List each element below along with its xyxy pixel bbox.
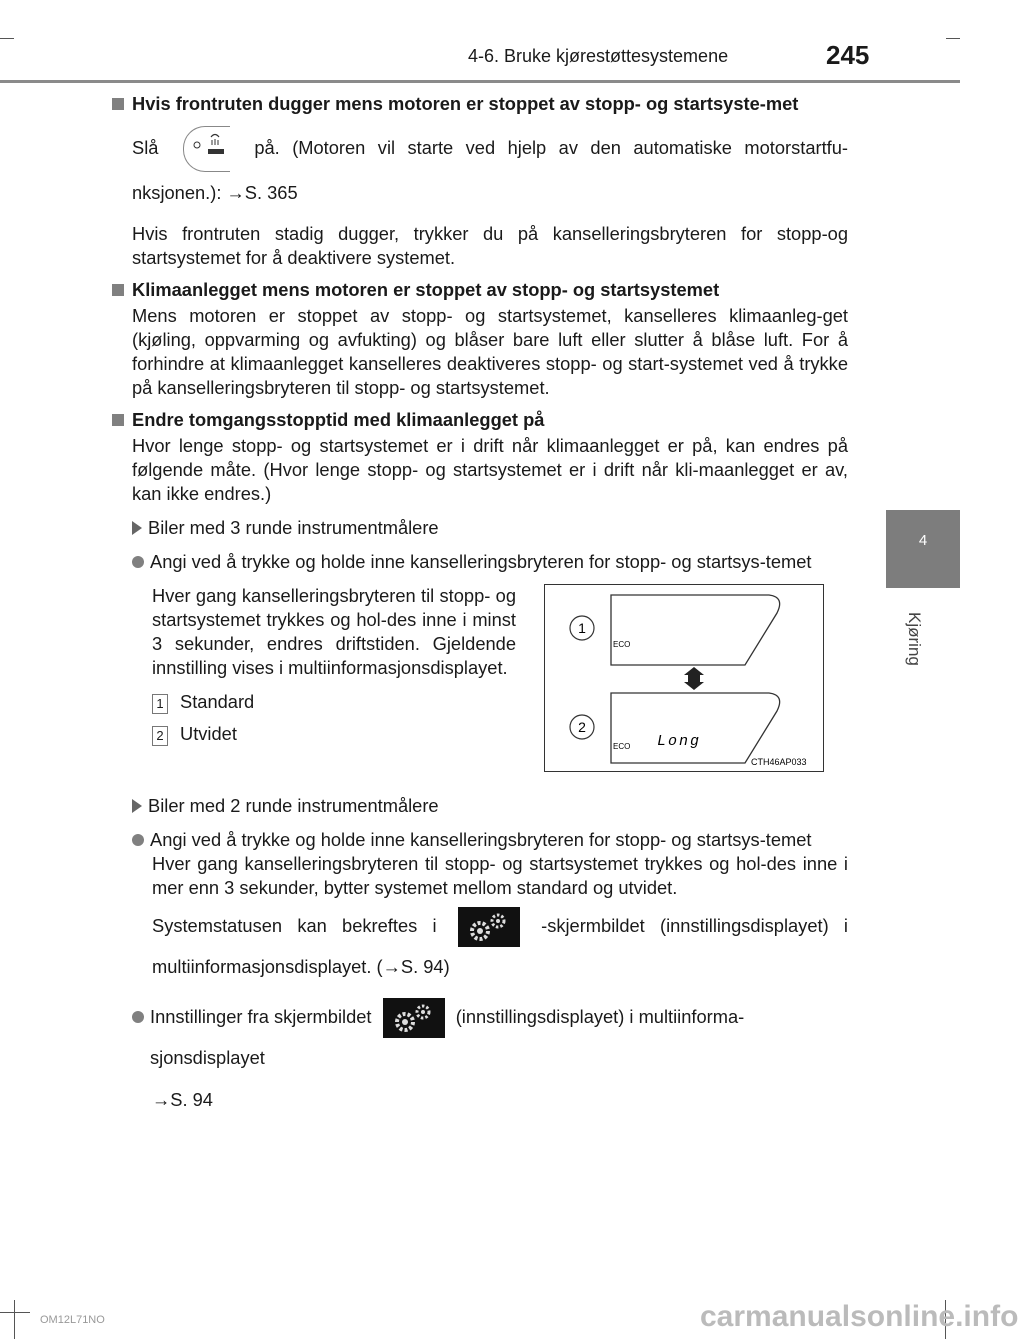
section-heading: Hvis frontruten dugger mens motoren er stoppet av stopp- og startsyste-met [112,92,848,116]
paragraph: Hvor lenge stopp- og startsystemet er i drift når klimaanlegget er på, kan endres på følgende måte. (Hvor lenge stopp- og startsystemet er i drift når kli-maanlegget er av, kan ikke endres.) [132,435,848,504]
front-defroster-icon [183,126,230,172]
chapter-tab: 4 [886,510,960,588]
crop-mark [0,1312,30,1313]
figure-block [112,584,848,772]
paragraph: Slå på. (Motoren vil starte ved hjelp av den automatiske motorstartfu-nksjonen.): →S. 365 [112,126,848,214]
legend-item: 1 Standard [152,690,516,714]
display-figure [544,584,824,772]
chapter-label: Kjøring [905,612,924,666]
page-number: 245 [826,40,870,70]
page-content [112,92,848,1112]
figure-code: CTH46AP033 [751,757,807,767]
sub-heading: Biler med 2 runde instrumentmålere [112,794,848,818]
site-watermark[interactable]: carmanualsonline.info [700,1300,1018,1333]
legend-item: 2 Utvidet [152,722,516,746]
paragraph: Mens motoren er stoppet av stopp- og startsystemet, kanselleres klimaanleg-get (kjøling, oppvarming og avfukting) og blåser bare luft eller slutter å blåse luft. For å forhindre at klimaanlegget kanselleres deaktiveres stopp- og start-systemet ved å trykke på kanselleringsbryteren til stopp- og startsystemet. [132,305,848,398]
triangle-bullet-icon [132,521,142,535]
square-bullet-icon [112,98,124,110]
gears-icon [383,998,445,1038]
circle-bullet-icon [132,1011,144,1023]
display-readout: Long [657,733,702,750]
header-rule [0,80,960,83]
square-bullet-icon [112,284,124,296]
figure-text: Hver gang kanselleringsbryteren til stopp- og startsystemet trykkes og hol-des inne i minst 3 sekunder, endres driftstiden. Gjeldende innstilling vises i multiinformasjonsdisplayet. 1 Standard 2 Utvidet [152,585,516,744]
paragraph: Hvis frontruten stadig dugger, trykker du på kanselleringsbryteren for stopp-og startsystemet for å deaktivere systemet. [132,223,848,268]
callout-number: 2 [578,719,586,735]
gears-icon [458,907,520,947]
watermark-code: OM12L71NO [40,1314,105,1326]
list-item: Angi ved å trykke og holde inne kanselleringsbryteren for stopp- og startsys-temet [112,828,848,852]
square-bullet-icon [112,414,124,426]
eco-indicator: ECO [613,640,631,649]
paragraph: Hver gang kanselleringsbryteren til stopp- og startsystemet trykkes og hol-des inne i mer enn 3 sekunder, bytter systemet mellom standard og utvidet. [152,853,848,898]
sub-heading: Biler med 3 runde instrumentmålere [112,516,848,540]
header-section-title: 4-6. Bruke kjørestøttesystemene [468,46,729,66]
section-heading: Endre tomgangsstopptid med klimaanlegget på [112,408,848,432]
figure-graphic [545,585,823,771]
crop-mark [0,38,14,39]
circle-bullet-icon [132,556,144,568]
cross-reference: →S. 94 [152,1089,213,1111]
triangle-bullet-icon [132,799,142,813]
callout-number: 1 [578,620,586,636]
list-item: Angi ved å trykke og holde inne kanselleringsbryteren for stopp- og startsys-temet [112,550,848,574]
list-item: Innstillinger fra skjermbildet (innstillingsdisplayet) i multiinforma-sjonsdisplayet [112,997,848,1078]
section-heading: Klimaanlegget mens motoren er stoppet av stopp- og startsystemet [112,278,848,302]
eco-indicator: ECO [613,742,631,751]
crop-mark [946,38,960,39]
circle-bullet-icon [132,834,144,846]
paragraph: Systemstatusen kan bekreftes i -skjermbildet (innstillingsdisplayet) i multiinformasjonsdisplayet. (→S. 94) [112,906,848,987]
crop-mark [14,1300,15,1339]
